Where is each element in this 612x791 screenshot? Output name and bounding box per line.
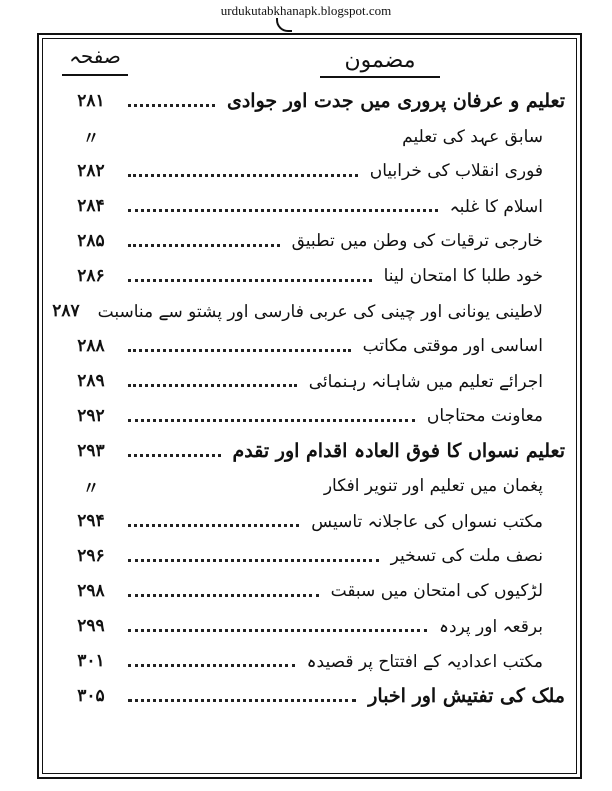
dot-leader bbox=[128, 209, 438, 212]
dot-leader bbox=[128, 349, 351, 352]
toc-entry-title: اجرائے تعلیم میں شاہانہ رہنمائی bbox=[308, 371, 543, 392]
dot-leader bbox=[128, 454, 221, 457]
toc-entry bbox=[60, 331, 565, 361]
site-url: urdukutabkhanapk.blogspot.com bbox=[220, 3, 392, 18]
toc-entry-page: ۲۹۲ bbox=[77, 406, 105, 426]
dot-leader bbox=[128, 594, 319, 597]
page-column-heading: صفحہ bbox=[69, 44, 121, 68]
topic-heading-underline bbox=[320, 76, 440, 78]
toc-entry-title: تعلیم و عرفان پروری میں جدت اور جوادی bbox=[226, 90, 565, 112]
toc-entry-title: لڑکیوں کی امتحان میں سبقت bbox=[330, 581, 543, 601]
dot-leader bbox=[128, 664, 295, 667]
toc-entry-page: ۲۸۷ bbox=[52, 301, 80, 321]
toc-entry-page: ۳۰۱ bbox=[77, 651, 105, 671]
dot-leader bbox=[128, 279, 372, 282]
dot-leader bbox=[128, 174, 358, 177]
toc-entry-title: اسلام کا غلبہ bbox=[449, 196, 543, 217]
toc-entry-page: 〃 bbox=[82, 128, 100, 149]
toc-entry bbox=[52, 296, 565, 326]
dot-leader bbox=[128, 244, 280, 247]
toc-entry bbox=[60, 401, 565, 431]
topic-column-heading: مضمون bbox=[344, 48, 416, 73]
toc-entry-page: ۲۸۴ bbox=[77, 196, 105, 216]
dot-leader bbox=[128, 699, 356, 702]
toc-entry-page: ۳۰۵ bbox=[77, 686, 105, 706]
toc-entry-page: ۲۸۸ bbox=[77, 336, 105, 356]
toc-entry-page: ۲۸۵ bbox=[77, 231, 105, 251]
toc-entry bbox=[60, 86, 565, 116]
dot-leader bbox=[128, 384, 297, 387]
dot-leader bbox=[128, 419, 415, 422]
dot-leader bbox=[128, 104, 215, 107]
toc-entry-title: پغمان میں تعلیم اور تنویر افکار bbox=[323, 476, 543, 496]
dot-leader bbox=[128, 524, 299, 527]
toc-entry bbox=[60, 506, 565, 536]
toc-entry bbox=[60, 156, 565, 186]
toc-header bbox=[60, 44, 560, 80]
toc-entry bbox=[60, 646, 565, 676]
toc-entry-page: ۲۹۶ bbox=[77, 546, 105, 566]
toc-entry-title: لاطینی یونانی اور چینی کی عربی فارسی اور پشتو سے مناسبت bbox=[97, 301, 543, 322]
top-mark bbox=[276, 18, 292, 32]
toc-entry bbox=[60, 261, 565, 291]
toc-entry-title: مکتب اعدادیہ کے افتتاح پر قصیدہ bbox=[306, 651, 543, 672]
page-heading-underline bbox=[62, 74, 128, 76]
toc-entry-page: ۲۸۲ bbox=[77, 161, 105, 181]
toc-entry-title: نصف ملت کی تسخیر bbox=[390, 546, 543, 566]
toc-entry-title: سابق عہد کی تعلیم bbox=[402, 126, 543, 147]
toc-entry bbox=[60, 191, 565, 221]
toc-entry-title: خود طلبا کا امتحان لینا bbox=[383, 266, 543, 286]
toc-entry-page: ۲۹۹ bbox=[77, 616, 105, 636]
toc-entry-title: برقعہ اور پردہ bbox=[439, 616, 543, 637]
toc-entry bbox=[60, 471, 565, 501]
toc-entry-page: ۲۸۶ bbox=[77, 266, 105, 286]
toc-entry-page: ۲۹۸ bbox=[77, 581, 105, 601]
toc-entry bbox=[60, 541, 565, 571]
dot-leader bbox=[128, 629, 427, 632]
toc-entry-page: ۲۹۴ bbox=[77, 511, 105, 531]
toc-entry bbox=[60, 366, 565, 396]
toc-entry bbox=[60, 436, 565, 466]
toc-entry-page: ۲۸۱ bbox=[77, 91, 105, 111]
toc-entry-title: تعلیم نسواں کا فوق العادہ اقدام اور تقدم bbox=[232, 440, 565, 462]
toc-entry-title: ملک کی تفتیش اور اخبار bbox=[368, 685, 565, 707]
toc-entry bbox=[60, 576, 565, 606]
toc-entry bbox=[60, 226, 565, 256]
toc-entry-page: ۲۸۹ bbox=[77, 371, 105, 391]
toc-entry bbox=[60, 121, 565, 151]
toc-entry-page: 〃 bbox=[82, 478, 100, 499]
toc-entry-title: خارجی ترقیات کی وطن میں تطبیق bbox=[291, 231, 543, 251]
toc-entry-title: معاونت محتاجاں bbox=[426, 406, 543, 426]
dot-leader bbox=[128, 559, 379, 562]
toc-entry-title: فوری انقلاب کی خرابیاں bbox=[369, 161, 543, 181]
toc-entry bbox=[60, 681, 565, 711]
toc-entry-title: اساسی اور موقتی مکاتب bbox=[362, 336, 543, 356]
toc-entry-title: مکتب نسواں کی عاجلانہ تاسیس bbox=[311, 511, 543, 532]
toc-entry-page: ۲۹۳ bbox=[77, 441, 105, 461]
toc-entry bbox=[60, 611, 565, 641]
